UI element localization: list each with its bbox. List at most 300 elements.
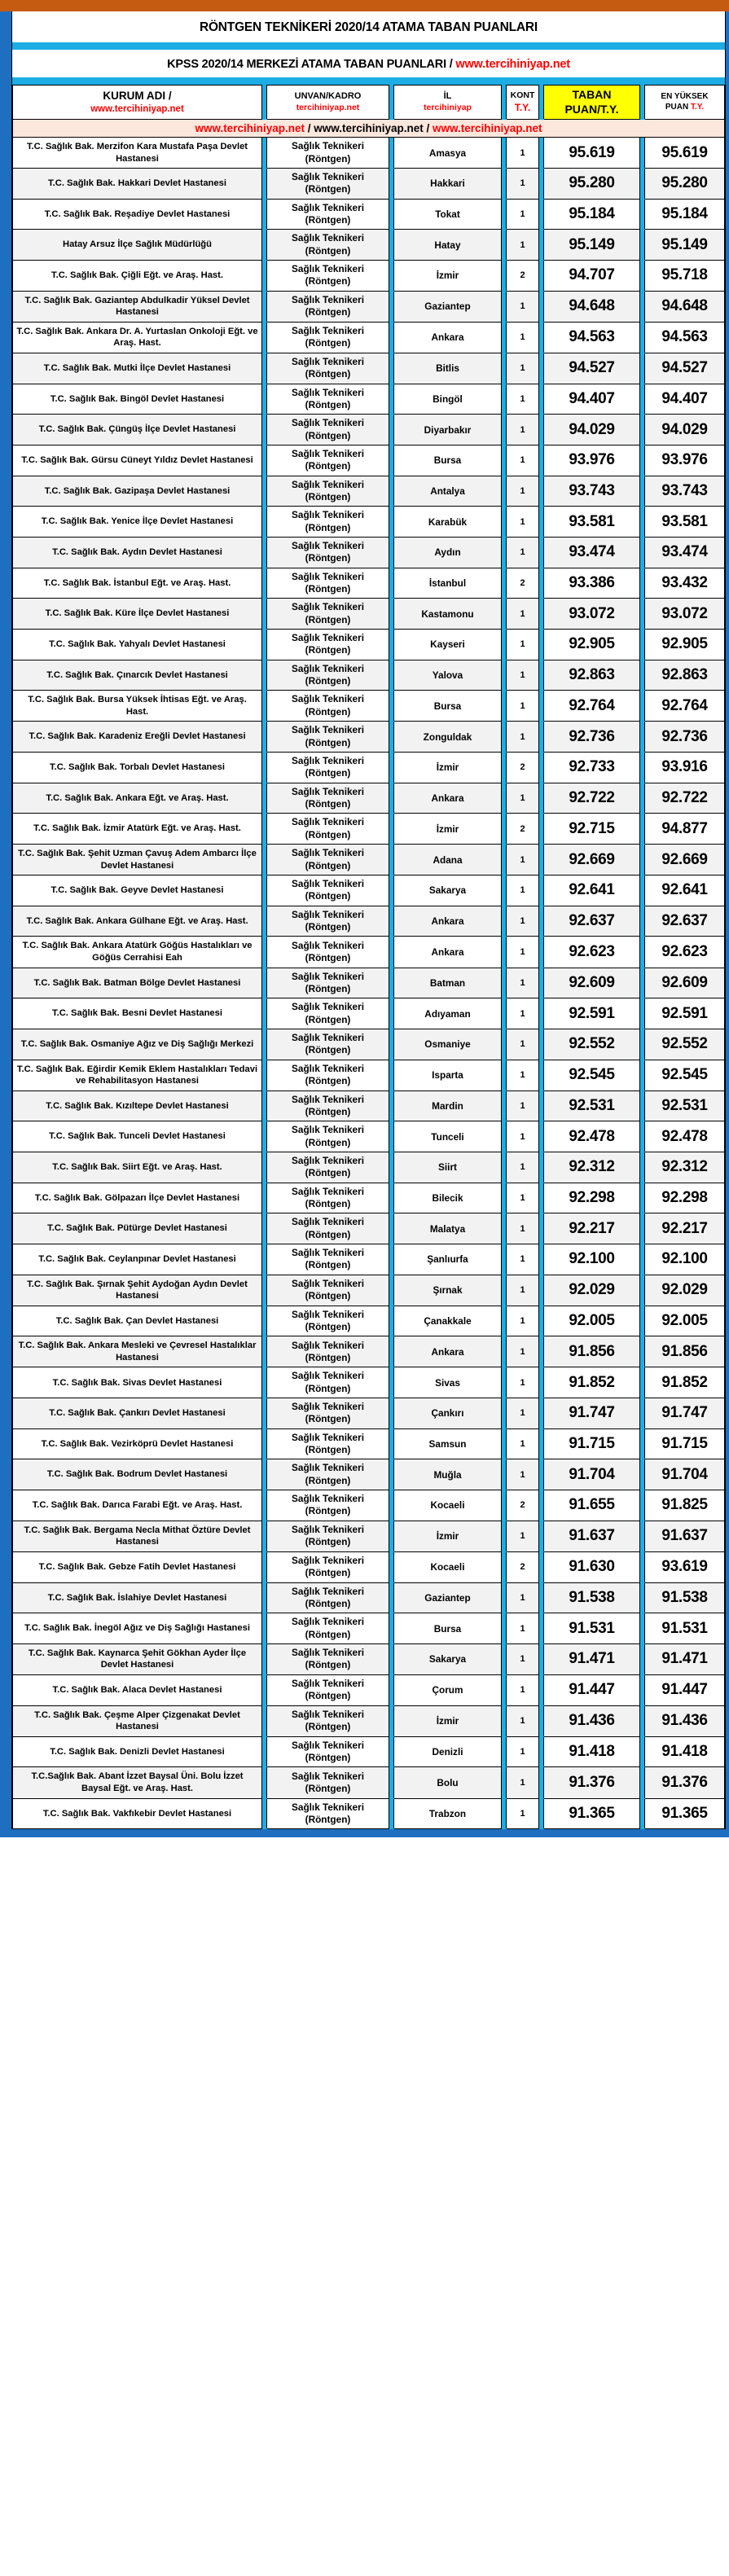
cell-unvan-kadro: Sağlık Teknikeri (Röntgen) xyxy=(267,1490,389,1521)
cell-kontenjan: 1 xyxy=(507,722,539,753)
cell-unvan-kadro: Sağlık Teknikeri (Röntgen) xyxy=(267,875,389,906)
cell-kontenjan: 1 xyxy=(507,1643,539,1674)
cell-kontenjan: 1 xyxy=(507,445,539,476)
unvan-header-link[interactable]: tercihiniyap.net xyxy=(296,102,360,112)
cell-il: İstanbul xyxy=(394,568,502,599)
cell-kurum-adi: T.C. Sağlık Bak. Gölpazarı İlçe Devlet Hastanesi xyxy=(13,1183,262,1213)
cell-taban-puan: 93.743 xyxy=(544,476,640,507)
cell-taban-puan: 92.545 xyxy=(544,1060,640,1091)
cell-unvan-kadro: Sağlık Teknikeri (Röntgen) xyxy=(267,1029,389,1060)
cell-taban-puan: 94.648 xyxy=(544,291,640,322)
table-row xyxy=(13,753,725,783)
cell-taban-puan: 91.715 xyxy=(544,1428,640,1459)
cell-kurum-adi: T.C. Sağlık Bak. Eğirdir Kemik Eklem Hastalıkları Tedavi ve Rehabilitasyon Hastanesi xyxy=(13,1060,262,1091)
column-header-unvan xyxy=(267,86,389,120)
table-row xyxy=(13,1183,725,1213)
cell-unvan-kadro: Sağlık Teknikeri (Röntgen) xyxy=(267,1275,389,1306)
cell-en-yuksek-puan: 92.478 xyxy=(645,1121,725,1152)
cell-kontenjan: 1 xyxy=(507,1367,539,1398)
cell-kontenjan: 1 xyxy=(507,291,539,322)
il-header-label: İL xyxy=(443,91,452,102)
cell-unvan-kadro: Sağlık Teknikeri (Röntgen) xyxy=(267,1613,389,1644)
cell-en-yuksek-puan: 94.648 xyxy=(645,291,725,322)
enyuksek-header-label: EN YÜKSEK xyxy=(661,92,709,101)
cell-il: Antalya xyxy=(394,476,502,507)
cell-en-yuksek-puan: 93.743 xyxy=(645,476,725,507)
cell-kontenjan: 2 xyxy=(507,1490,539,1521)
cell-taban-puan: 92.591 xyxy=(544,998,640,1029)
cell-il: Diyarbakır xyxy=(394,415,502,445)
enyuksek-header-sub-black: PUAN xyxy=(665,102,691,112)
promo-banner-cell xyxy=(13,120,725,138)
cell-kurum-adi: T.C. Sağlık Bak. Şehit Uzman Çavuş Adem Ambarcı İlçe Devlet Hastanesi xyxy=(13,844,262,875)
cell-taban-puan: 94.563 xyxy=(544,322,640,353)
table-row xyxy=(13,1121,725,1152)
cell-kurum-adi: T.C. Sağlık Bak. Merzifon Kara Mustafa Paşa Devlet Hastanesi xyxy=(13,138,262,169)
cell-unvan-kadro: Sağlık Teknikeri (Röntgen) xyxy=(267,1551,389,1582)
cell-il: Bursa xyxy=(394,691,502,722)
cell-unvan-kadro: Sağlık Teknikeri (Röntgen) xyxy=(267,1398,389,1429)
table-row xyxy=(13,138,725,169)
kurum-header-link[interactable]: www.tercihiniyap.net xyxy=(90,103,184,114)
taban-header-label: TABAN xyxy=(572,88,612,101)
table-row xyxy=(13,1367,725,1398)
cell-unvan-kadro: Sağlık Teknikeri (Röntgen) xyxy=(267,1643,389,1674)
cell-il: Bilecik xyxy=(394,1183,502,1213)
cell-unvan-kadro: Sağlık Teknikeri (Röntgen) xyxy=(267,138,389,169)
cell-en-yuksek-puan: 93.581 xyxy=(645,507,725,538)
cell-il: Sakarya xyxy=(394,1643,502,1674)
cell-kurum-adi: T.C. Sağlık Bak. Aydın Devlet Hastanesi xyxy=(13,537,262,568)
cell-taban-puan: 91.637 xyxy=(544,1521,640,1551)
cell-il: İzmir xyxy=(394,814,502,845)
cell-kontenjan: 1 xyxy=(507,937,539,968)
cell-kurum-adi: T.C. Sağlık Bak. Ceylanpınar Devlet Hastanesi xyxy=(13,1244,262,1275)
il-header-link[interactable]: tercihiniyap xyxy=(424,102,472,112)
cell-unvan-kadro: Sağlık Teknikeri (Röntgen) xyxy=(267,1736,389,1767)
cell-kontenjan: 1 xyxy=(507,1152,539,1183)
cell-kontenjan: 2 xyxy=(507,814,539,845)
cell-il: Ankara xyxy=(394,906,502,937)
cell-kurum-adi: T.C. Sağlık Bak. Sivas Devlet Hastanesi xyxy=(13,1367,262,1398)
cell-taban-puan: 92.312 xyxy=(544,1152,640,1183)
cell-taban-puan: 92.715 xyxy=(544,814,640,845)
table-row xyxy=(13,507,725,538)
cell-kontenjan: 1 xyxy=(507,1029,539,1060)
cell-en-yuksek-puan: 92.552 xyxy=(645,1029,725,1060)
column-header-en-yuksek-puan xyxy=(645,86,725,120)
table-row xyxy=(13,660,725,691)
table-row xyxy=(13,844,725,875)
cell-taban-puan: 94.527 xyxy=(544,353,640,384)
cyan-divider-bottom xyxy=(12,77,725,85)
cell-taban-puan: 92.733 xyxy=(544,753,640,783)
cell-unvan-kadro: Sağlık Teknikeri (Röntgen) xyxy=(267,1213,389,1244)
cell-kontenjan: 1 xyxy=(507,998,539,1029)
table-row xyxy=(13,230,725,261)
table-row xyxy=(13,1551,725,1582)
cell-kurum-adi: T.C. Sağlık Bak. Torbalı Devlet Hastanesi xyxy=(13,753,262,783)
cell-unvan-kadro: Sağlık Teknikeri (Röntgen) xyxy=(267,1428,389,1459)
cell-il: Sivas xyxy=(394,1367,502,1398)
cell-kurum-adi: T.C. Sağlık Bak. Mutki İlçe Devlet Hastanesi xyxy=(13,353,262,384)
table-row xyxy=(13,353,725,384)
cell-kurum-adi: T.C. Sağlık Bak. Çankırı Devlet Hastanesi xyxy=(13,1398,262,1429)
cell-kontenjan: 1 xyxy=(507,353,539,384)
cell-en-yuksek-puan: 93.916 xyxy=(645,753,725,783)
cell-taban-puan: 94.707 xyxy=(544,261,640,292)
cell-il: Çankırı xyxy=(394,1398,502,1429)
cell-il: Mardin xyxy=(394,1091,502,1121)
cell-kontenjan: 1 xyxy=(507,691,539,722)
cell-taban-puan: 92.005 xyxy=(544,1306,640,1336)
cell-taban-puan: 92.609 xyxy=(544,968,640,998)
cell-en-yuksek-puan: 92.641 xyxy=(645,875,725,906)
cell-en-yuksek-puan: 92.764 xyxy=(645,691,725,722)
cell-unvan-kadro: Sağlık Teknikeri (Röntgen) xyxy=(267,1674,389,1705)
cell-kurum-adi: T.C. Sağlık Bak. Gaziantep Abdulkadir Yüksel Devlet Hastanesi xyxy=(13,291,262,322)
cell-unvan-kadro: Sağlık Teknikeri (Röntgen) xyxy=(267,691,389,722)
table-row xyxy=(13,1398,725,1429)
table-row xyxy=(13,1798,725,1829)
cell-unvan-kadro: Sağlık Teknikeri (Röntgen) xyxy=(267,199,389,230)
cell-unvan-kadro: Sağlık Teknikeri (Röntgen) xyxy=(267,1459,389,1490)
cell-unvan-kadro: Sağlık Teknikeri (Röntgen) xyxy=(267,968,389,998)
cell-taban-puan: 91.447 xyxy=(544,1674,640,1705)
cell-il: Bursa xyxy=(394,445,502,476)
cell-kurum-adi: T.C. Sağlık Bak. Gazipaşa Devlet Hastanesi xyxy=(13,476,262,507)
cell-il: Bolu xyxy=(394,1767,502,1798)
table-row xyxy=(13,199,725,230)
cell-en-yuksek-puan: 95.184 xyxy=(645,199,725,230)
cell-en-yuksek-puan: 92.623 xyxy=(645,937,725,968)
cell-unvan-kadro: Sağlık Teknikeri (Röntgen) xyxy=(267,1183,389,1213)
cell-il: Ankara xyxy=(394,1336,502,1367)
cell-en-yuksek-puan: 93.072 xyxy=(645,599,725,630)
cell-kurum-adi: T.C. Sağlık Bak. Darıca Farabi Eğt. ve Araş. Hast. xyxy=(13,1490,262,1521)
cell-kurum-adi: T.C. Sağlık Bak. İstanbul Eğt. ve Araş. Hast. xyxy=(13,568,262,599)
cell-kurum-adi: T.C. Sağlık Bak. Gebze Fatih Devlet Hastanesi xyxy=(13,1551,262,1582)
cell-en-yuksek-puan: 92.545 xyxy=(645,1060,725,1091)
table-row xyxy=(13,629,725,660)
cell-unvan-kadro: Sağlık Teknikeri (Röntgen) xyxy=(267,1582,389,1613)
cell-il: Kayseri xyxy=(394,629,502,660)
cell-en-yuksek-puan: 91.825 xyxy=(645,1490,725,1521)
cell-il: Yalova xyxy=(394,660,502,691)
table-row xyxy=(13,599,725,630)
cell-taban-puan: 92.531 xyxy=(544,1091,640,1121)
subtitle-site-link[interactable]: www.tercihiniyap.net xyxy=(455,58,570,71)
cell-taban-puan: 91.747 xyxy=(544,1398,640,1429)
table-row xyxy=(13,537,725,568)
column-header-kontenjan xyxy=(507,86,539,120)
cell-kurum-adi: T.C. Sağlık Bak. İzmir Atatürk Eğt. ve Araş. Hast. xyxy=(13,814,262,845)
cell-unvan-kadro: Sağlık Teknikeri (Röntgen) xyxy=(267,1367,389,1398)
cell-kontenjan: 1 xyxy=(507,629,539,660)
cell-taban-puan: 92.029 xyxy=(544,1275,640,1306)
cell-kontenjan: 1 xyxy=(507,199,539,230)
cell-kontenjan: 1 xyxy=(507,537,539,568)
cell-kontenjan: 1 xyxy=(507,783,539,814)
cell-kontenjan: 1 xyxy=(507,1459,539,1490)
promo-banner-row xyxy=(13,120,725,138)
cell-kurum-adi: T.C. Sağlık Bak. Pütürge Devlet Hastanesi xyxy=(13,1213,262,1244)
table-row xyxy=(13,1336,725,1367)
cell-kontenjan: 2 xyxy=(507,568,539,599)
cell-taban-puan: 95.280 xyxy=(544,169,640,200)
table-row xyxy=(13,1152,725,1183)
cell-kurum-adi: T.C. Sağlık Bak. Geyve Devlet Hastanesi xyxy=(13,875,262,906)
cell-unvan-kadro: Sağlık Teknikeri (Röntgen) xyxy=(267,1060,389,1091)
table-row xyxy=(13,998,725,1029)
cell-kontenjan: 1 xyxy=(507,169,539,200)
cell-taban-puan: 92.478 xyxy=(544,1121,640,1152)
table-row xyxy=(13,906,725,937)
cell-unvan-kadro: Sağlık Teknikeri (Röntgen) xyxy=(267,906,389,937)
cell-taban-puan: 93.386 xyxy=(544,568,640,599)
cell-taban-puan: 91.436 xyxy=(544,1705,640,1736)
cell-kurum-adi: T.C. Sağlık Bak. Yahyalı Devlet Hastanesi xyxy=(13,629,262,660)
cell-taban-puan: 91.471 xyxy=(544,1643,640,1674)
cell-unvan-kadro: Sağlık Teknikeri (Röntgen) xyxy=(267,1521,389,1551)
cell-kontenjan: 1 xyxy=(507,1767,539,1798)
cell-kurum-adi: T.C. Sağlık Bak. Kızıltepe Devlet Hastanesi xyxy=(13,1091,262,1121)
cell-kurum-adi: T.C. Sağlık Bak. Denizli Devlet Hastanesi xyxy=(13,1736,262,1767)
promo-link-1[interactable]: www.tercihiniyap.net xyxy=(195,122,305,134)
cell-unvan-kadro: Sağlık Teknikeri (Röntgen) xyxy=(267,998,389,1029)
cell-il: Şanlıurfa xyxy=(394,1244,502,1275)
promo-link-2[interactable]: www.tercihiniyap.net xyxy=(314,122,424,134)
cell-kontenjan: 1 xyxy=(507,507,539,538)
cell-kurum-adi: T.C. Sağlık Bak. Osmaniye Ağız ve Diş Sağlığı Merkezi xyxy=(13,1029,262,1060)
cell-kontenjan: 1 xyxy=(507,1244,539,1275)
cell-unvan-kadro: Sağlık Teknikeri (Röntgen) xyxy=(267,261,389,292)
page-subtitle xyxy=(12,50,725,77)
cell-en-yuksek-puan: 92.100 xyxy=(645,1244,725,1275)
cell-il: Hakkari xyxy=(394,169,502,200)
cell-en-yuksek-puan: 92.863 xyxy=(645,660,725,691)
cell-unvan-kadro: Sağlık Teknikeri (Röntgen) xyxy=(267,384,389,415)
cell-en-yuksek-puan: 91.715 xyxy=(645,1428,725,1459)
cell-kurum-adi: T.C. Sağlık Bak. Hakkari Devlet Hastanesi xyxy=(13,169,262,200)
cell-kontenjan: 1 xyxy=(507,1428,539,1459)
page-body xyxy=(0,11,729,1829)
cell-kurum-adi: T.C. Sağlık Bak. Batman Bölge Devlet Hastanesi xyxy=(13,968,262,998)
cell-unvan-kadro: Sağlık Teknikeri (Röntgen) xyxy=(267,415,389,445)
cell-il: Tunceli xyxy=(394,1121,502,1152)
cell-taban-puan: 91.704 xyxy=(544,1459,640,1490)
cell-en-yuksek-puan: 93.619 xyxy=(645,1551,725,1582)
cell-kontenjan: 2 xyxy=(507,753,539,783)
cell-kontenjan: 1 xyxy=(507,384,539,415)
cell-kurum-adi: T.C. Sağlık Bak. Çüngüş İlçe Devlet Hastanesi xyxy=(13,415,262,445)
cell-kontenjan: 1 xyxy=(507,1798,539,1829)
table-row xyxy=(13,814,725,845)
cell-kontenjan: 1 xyxy=(507,1121,539,1152)
promo-sep-2: / xyxy=(423,122,433,134)
cell-taban-puan: 91.538 xyxy=(544,1582,640,1613)
cell-kontenjan: 1 xyxy=(507,1705,539,1736)
table-row xyxy=(13,322,725,353)
cell-taban-puan: 92.722 xyxy=(544,783,640,814)
table-row xyxy=(13,1582,725,1613)
cell-kurum-adi: T.C. Sağlık Bak. Ankara Dr. A. Yurtaslan Onkoloji Eğt. ve Araş. Hast. xyxy=(13,322,262,353)
cell-en-yuksek-puan: 91.447 xyxy=(645,1674,725,1705)
cell-en-yuksek-puan: 95.718 xyxy=(645,261,725,292)
cell-en-yuksek-puan: 91.637 xyxy=(645,1521,725,1551)
cell-unvan-kadro: Sağlık Teknikeri (Röntgen) xyxy=(267,753,389,783)
enyuksek-header-sub-red: T.Y. xyxy=(691,102,705,112)
taban-header-sub: PUAN/T.Y. xyxy=(564,102,619,116)
table-row xyxy=(13,291,725,322)
table-row xyxy=(13,1244,725,1275)
cell-unvan-kadro: Sağlık Teknikeri (Röntgen) xyxy=(267,476,389,507)
cell-kurum-adi: T.C. Sağlık Bak. Şırnak Şehit Aydoğan Aydın Devlet Hastanesi xyxy=(13,1275,262,1306)
page-title: RÖNTGEN TEKNİKERİ 2020/14 ATAMA TABAN PUANLARI xyxy=(12,11,725,42)
table-row xyxy=(13,384,725,415)
cell-taban-puan: 91.852 xyxy=(544,1367,640,1398)
cell-kurum-adi: T.C. Sağlık Bak. Bodrum Devlet Hastanesi xyxy=(13,1459,262,1490)
cell-taban-puan: 93.072 xyxy=(544,599,640,630)
cell-taban-puan: 95.149 xyxy=(544,230,640,261)
cell-kontenjan: 1 xyxy=(507,906,539,937)
cell-kontenjan: 1 xyxy=(507,415,539,445)
cell-kurum-adi: T.C. Sağlık Bak. Çiğli Eğt. ve Araş. Hast. xyxy=(13,261,262,292)
table-row xyxy=(13,1674,725,1705)
promo-sep-1: / xyxy=(304,122,314,134)
cell-il: Kocaeli xyxy=(394,1490,502,1521)
table-row xyxy=(13,722,725,753)
cell-en-yuksek-puan: 94.563 xyxy=(645,322,725,353)
table-row xyxy=(13,691,725,722)
cell-unvan-kadro: Sağlık Teknikeri (Röntgen) xyxy=(267,783,389,814)
cell-unvan-kadro: Sağlık Teknikeri (Röntgen) xyxy=(267,568,389,599)
cell-taban-puan: 92.669 xyxy=(544,844,640,875)
cell-en-yuksek-puan: 92.005 xyxy=(645,1306,725,1336)
cell-kontenjan: 1 xyxy=(507,1674,539,1705)
cell-en-yuksek-puan: 92.217 xyxy=(645,1213,725,1244)
cell-taban-puan: 91.365 xyxy=(544,1798,640,1829)
table-row xyxy=(13,1767,725,1798)
cell-en-yuksek-puan: 95.280 xyxy=(645,169,725,200)
cell-en-yuksek-puan: 92.591 xyxy=(645,998,725,1029)
cell-unvan-kadro: Sağlık Teknikeri (Röntgen) xyxy=(267,291,389,322)
column-header-kurum xyxy=(13,86,262,120)
cell-en-yuksek-puan: 92.736 xyxy=(645,722,725,753)
score-table xyxy=(12,85,725,1829)
table-row xyxy=(13,1213,725,1244)
cell-kontenjan: 1 xyxy=(507,1613,539,1644)
cell-il: İzmir xyxy=(394,753,502,783)
cell-kurum-adi: T.C. Sağlık Bak. Ankara Eğt. ve Araş. Hast. xyxy=(13,783,262,814)
cell-en-yuksek-puan: 91.436 xyxy=(645,1705,725,1736)
cell-il: Siirt xyxy=(394,1152,502,1183)
cell-il: İzmir xyxy=(394,1521,502,1551)
cell-en-yuksek-puan: 94.527 xyxy=(645,353,725,384)
cell-unvan-kadro: Sağlık Teknikeri (Röntgen) xyxy=(267,1121,389,1152)
table-row xyxy=(13,1490,725,1521)
cell-kontenjan: 1 xyxy=(507,476,539,507)
table-row xyxy=(13,1275,725,1306)
cell-il: Isparta xyxy=(394,1060,502,1091)
cell-taban-puan: 92.217 xyxy=(544,1213,640,1244)
table-row xyxy=(13,169,725,200)
cell-il: Muğla xyxy=(394,1459,502,1490)
cell-il: Samsun xyxy=(394,1428,502,1459)
cell-en-yuksek-puan: 94.877 xyxy=(645,814,725,845)
cell-kontenjan: 1 xyxy=(507,968,539,998)
cell-taban-puan: 92.623 xyxy=(544,937,640,968)
cell-kurum-adi: T.C. Sağlık Bak. Besni Devlet Hastanesi xyxy=(13,998,262,1029)
cell-taban-puan: 95.184 xyxy=(544,199,640,230)
cell-taban-puan: 92.863 xyxy=(544,660,640,691)
cell-il: Kocaeli xyxy=(394,1551,502,1582)
cell-kontenjan: 1 xyxy=(507,1183,539,1213)
cell-kontenjan: 1 xyxy=(507,1336,539,1367)
table-row xyxy=(13,783,725,814)
cell-kontenjan: 1 xyxy=(507,1582,539,1613)
table-row xyxy=(13,1705,725,1736)
cell-en-yuksek-puan: 93.976 xyxy=(645,445,725,476)
cell-kurum-adi: T.C. Sağlık Bak. Karadeniz Ereğli Devlet Hastanesi xyxy=(13,722,262,753)
cell-il: Sakarya xyxy=(394,875,502,906)
cell-il: İzmir xyxy=(394,1705,502,1736)
kont-header-label: KONT xyxy=(510,90,535,101)
header-row xyxy=(13,86,725,120)
cell-il: Ankara xyxy=(394,783,502,814)
cell-taban-puan: 92.637 xyxy=(544,906,640,937)
cell-il: Zonguldak xyxy=(394,722,502,753)
promo-link-3[interactable]: www.tercihiniyap.net xyxy=(433,122,542,134)
cell-en-yuksek-puan: 91.471 xyxy=(645,1643,725,1674)
cell-unvan-kadro: Sağlık Teknikeri (Röntgen) xyxy=(267,937,389,968)
cell-en-yuksek-puan: 95.149 xyxy=(645,230,725,261)
table-row xyxy=(13,568,725,599)
cell-il: Amasya xyxy=(394,138,502,169)
cell-taban-puan: 92.764 xyxy=(544,691,640,722)
unvan-header-label: UNVAN/KADRO xyxy=(294,91,362,102)
cell-kontenjan: 1 xyxy=(507,1521,539,1551)
cell-unvan-kadro: Sağlık Teknikeri (Röntgen) xyxy=(267,1306,389,1336)
cell-il: İzmir xyxy=(394,261,502,292)
cell-il: Çanakkale xyxy=(394,1306,502,1336)
cell-unvan-kadro: Sağlık Teknikeri (Röntgen) xyxy=(267,1767,389,1798)
cell-en-yuksek-puan: 91.531 xyxy=(645,1613,725,1644)
cell-kurum-adi: T.C. Sağlık Bak. Ankara Mesleki ve Çevresel Hastalıklar Hastanesi xyxy=(13,1336,262,1367)
cell-il: Ankara xyxy=(394,322,502,353)
cell-unvan-kadro: Sağlık Teknikeri (Röntgen) xyxy=(267,814,389,845)
cell-taban-puan: 91.418 xyxy=(544,1736,640,1767)
cell-en-yuksek-puan: 92.312 xyxy=(645,1152,725,1183)
cell-unvan-kadro: Sağlık Teknikeri (Röntgen) xyxy=(267,1152,389,1183)
cell-kurum-adi: T.C.Sağlık Bak. Abant İzzet Baysal Üni. Bolu İzzet Baysal Eğt. ve Araş. Hast. xyxy=(13,1767,262,1798)
cell-il: Tokat xyxy=(394,199,502,230)
cell-taban-puan: 93.581 xyxy=(544,507,640,538)
cell-en-yuksek-puan: 93.474 xyxy=(645,537,725,568)
cell-unvan-kadro: Sağlık Teknikeri (Röntgen) xyxy=(267,353,389,384)
cell-kurum-adi: T.C. Sağlık Bak. Çan Devlet Hastanesi xyxy=(13,1306,262,1336)
cell-kontenjan: 1 xyxy=(507,1060,539,1091)
cell-kurum-adi: T.C. Sağlık Bak. Ankara Gülhane Eğt. ve Araş. Hast. xyxy=(13,906,262,937)
table-row xyxy=(13,1736,725,1767)
cell-kontenjan: 1 xyxy=(507,875,539,906)
cell-taban-puan: 91.655 xyxy=(544,1490,640,1521)
cell-kurum-adi: T.C. Sağlık Bak. Ankara Atatürk Göğüs Hastalıkları ve Göğüs Cerrahisi Eah xyxy=(13,937,262,968)
cell-il: Bursa xyxy=(394,1613,502,1644)
table-row xyxy=(13,968,725,998)
cell-il: Bingöl xyxy=(394,384,502,415)
cell-kurum-adi: T.C. Sağlık Bak. Bergama Necla Mithat Öztüre Devlet Hastanesi xyxy=(13,1521,262,1551)
